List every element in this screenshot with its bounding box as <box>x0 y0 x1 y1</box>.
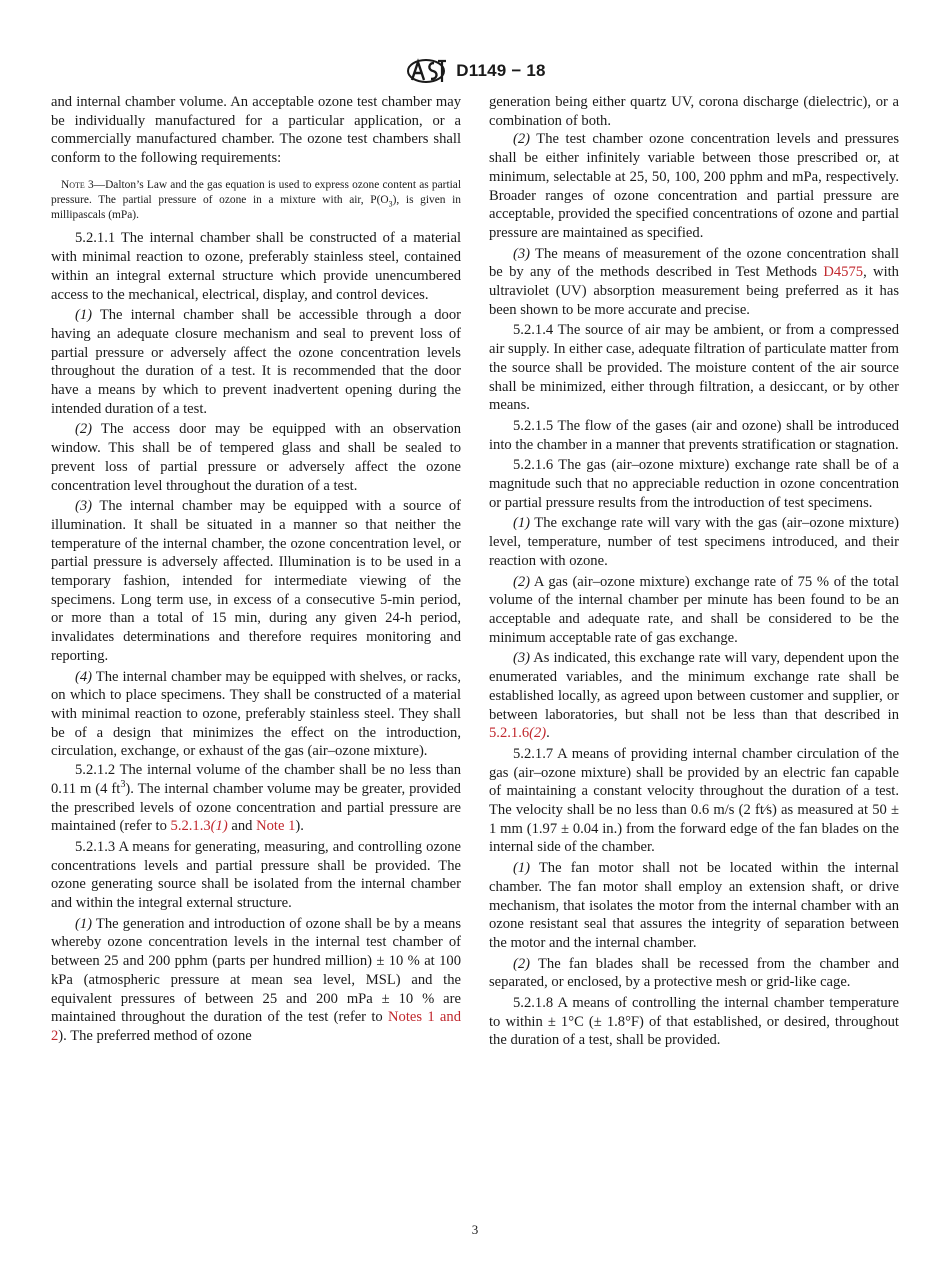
astm-logo-icon <box>404 58 448 84</box>
right-column <box>489 93 899 1050</box>
note-3: Note 3—Dalton’s Law and the gas equation is used to express ozone content as partial pressure. The partial pressure of ozone in a mixture with air, $P(O_3)$, is given in millipascals (mPa). <box>51 178 462 222</box>
section-5-2-1-2: 5.2.1.2 The internal volume of the chamber shall be no less than 0.11 m (4 $ft^3$). The internal chamber volume may be greater, provided the prescribed levels of ozone concentration and partial pressure are maintained (refer to 5.2.1.3(1) and Note 1). <box>51 762 461 835</box>
section-5-2-1-4: 5.2.1.4 The source of air may be ambient, or from a compressed air supply. In either case, adequate filtration of particulate matter from the source shall be provided. The moisture content of the air source shall be minimized, either through filtration, a desiccant, or by other means. <box>489 322 899 414</box>
section-5-2-1-8: 5.2.1.8 A means of controlling the internal chamber temperature to within ± 1°C (± 1.8°F) of that established, or desired, throughout the duration of a test, shall be provided. <box>489 995 899 1049</box>
paragraph-continued-intro: and internal chamber volume. An acceptable ozone test chamber may be individually manufactured for a particular application, or a commercially manufactured chamber. The ozone test chambers shall conform to the following requirements: <box>51 94 461 167</box>
section-5-2-1-7: 5.2.1.7 A means of providing internal chamber circulation of the gas (air–ozone mixture) shall be provided by an electric fan capable of maintaining a constant velocity throughout the duration of a test. The velocity shall be no less than 0.6 m/s (2 ft⁄s) as measured at 50 ± 1 mm (1.97 ± 0.04 in.) from the forward edge of the fan blades on the internal side of the chamber. <box>489 745 899 856</box>
section-5-2-1-6-item-2: (2) A gas (air–ozone mixture) exchange rate of 75 % of the total volume of the internal chamber per minute has been found to be an acceptable and adequate rate, and shall be considered to be the minimum acceptable rate of gas exchange. <box>489 573 899 646</box>
section-5-2-1-1-item-3: (3) The internal chamber may be equipped with a source of illumination. It shall be situated in a manner so that neither the temperature of the internal chamber, the ozone concentration level, or partial pressure is adversely affected. Illumination is to be used in a temporary fashion, intended for intermediate viewing of the specimens. Long term use, in excess of a consecutive 5-min period, or more than a total of 15 min, during any given 24-h period, invalidates determinations and therefore requires monitoring and reporting. <box>51 498 461 664</box>
section-5-2-1-3-item-3: (3) The means of measurement of the ozone concentration shall be by any of the methods described in Test Methods D4575, with ultraviolet (UV) absorption measurement being preferred as it has been shown to be more accurate and precise. <box>489 245 899 318</box>
ref-link-5-2-1-3[interactable]: 5.2.1.3(1) <box>170 818 228 835</box>
page-header <box>0 56 950 86</box>
ref-link-note-1[interactable]: Note 1 <box>256 818 296 835</box>
ref-link-notes-1-2[interactable]: Notes 1 and 2 <box>51 1009 462 1044</box>
left-column <box>51 93 461 1046</box>
note-label: Note 3 <box>61 178 94 191</box>
section-5-2-1-5: 5.2.1.5 The flow of the gases (air and ozone) shall be introduced into the chamber in a manner that prevents stratification or stagnation. <box>489 417 899 453</box>
section-5-2-1-1-item-4: (4) The internal chamber may be equipped with shelves, or racks, on which to place specimens. They shall be constructed of a material with minimal reaction to ozone, preferably stainless steel. They shall be of a design that minimizes the effect on the introduction, circulation, exchange, or exhaust of the gas (air–ozone mixture). <box>51 668 461 760</box>
section-5-2-1-6-item-3: (3) As indicated, this exchange rate will vary, dependent upon the enumerated variables, and the minimum exchange rate shall be established locally, as agreed upon between customer and supplier, or between laboratories, but shall not be less than that described in 5.2.1.6(2). <box>489 650 899 742</box>
section-5-2-1-7-item-1: (1) The fan motor shall not be located within the internal chamber. The fan motor shall employ an extension shaft, or drive mechanism, that isolates the motor from the internal chamber with an ozone resistant seal that assures the integrity of separation between the motor and the internal chamber. <box>489 860 899 951</box>
section-5-2-1-6-item-1: (1) The exchange rate will vary with the gas (air–ozone mixture) level, temperature, number of test specimens introduced, and their reaction with ozone. <box>489 515 899 569</box>
standard-designation: D1149 − 18 <box>456 61 546 80</box>
section-5-2-1-3-item-2: (2) The test chamber ozone concentration levels and pressures shall be either infinitely variable between those prescribed or, at minimum, selectable at 25, 50, 100, 200 pphm and mPa, respectively. Broader ranges of ozone concentration and partial pressure are acceptable, provided the specified concentrations of ozone and partial pressure are maintained as specified. <box>489 131 899 241</box>
section-5-2-1-1-item-1: (1) The internal chamber shall be accessible through a door having an adequate closure mechanism and seal to prevent loss of partial pressure or adversely affect the ozone concentration levels throughout the duration of a test. It is recommended that the door have a means by which to prevent inadvertent opening during the intended duration of a test. <box>51 307 461 417</box>
page-number: 3 <box>471 1222 479 1237</box>
section-5-2-1-3-item-1: (1) The generation and introduction of ozone shall be by a means whereby ozone concentration levels in the internal test chamber of between 25 and 200 pphm (parts per hundred million) ± 10 % at 100 kPa (atmospheric pressure at mean sea level, MSL) and the equivalent pressures of between 25 and 200 mPa ± 10 % are maintained throughout the duration of the test (refer to Notes 1 and 2). The preferred method of ozone <box>51 915 462 1044</box>
section-5-2-1-7-item-2: (2) The fan blades shall be recessed from the chamber and separated, or enclosed, by a protective mesh or grid-like cage. <box>489 955 899 991</box>
ref-link-5-2-1-6[interactable]: 5.2.1.6(2) <box>489 725 547 742</box>
section-5-2-1-1-item-2: (2) The access door may be equipped with an observation window. This shall be of tempered glass and shall be sealed to prevent loss of partial pressure or adversely affect the ozone concentration level throughout the duration of a test. <box>51 421 461 494</box>
ref-link-d4575[interactable]: D4575 <box>823 264 864 281</box>
section-5-2-1-6: 5.2.1.6 The gas (air–ozone mixture) exchange rate shall be of a magnitude such that no appreciable reduction in ozone concentration or partial pressure results from the introduction of test specimens. <box>489 457 899 511</box>
section-5-2-1-3: 5.2.1.3 A means for generating, measuring, and controlling ozone concentrations levels and partial pressure shall be provided. The ozone generating source shall be isolated from the internal chamber and within the integral external structure. <box>51 838 461 912</box>
section-5-2-1-1: 5.2.1.1 The internal chamber shall be constructed of a material with minimal reaction to ozone, preferably stainless steel, contained within an integral external structure which provide unencumbered access to the mechanical, electrical, display, and control devices. <box>51 230 461 303</box>
paragraph-continued: generation being either quartz UV, corona discharge (dielectric), or a combination of both. <box>489 94 899 129</box>
